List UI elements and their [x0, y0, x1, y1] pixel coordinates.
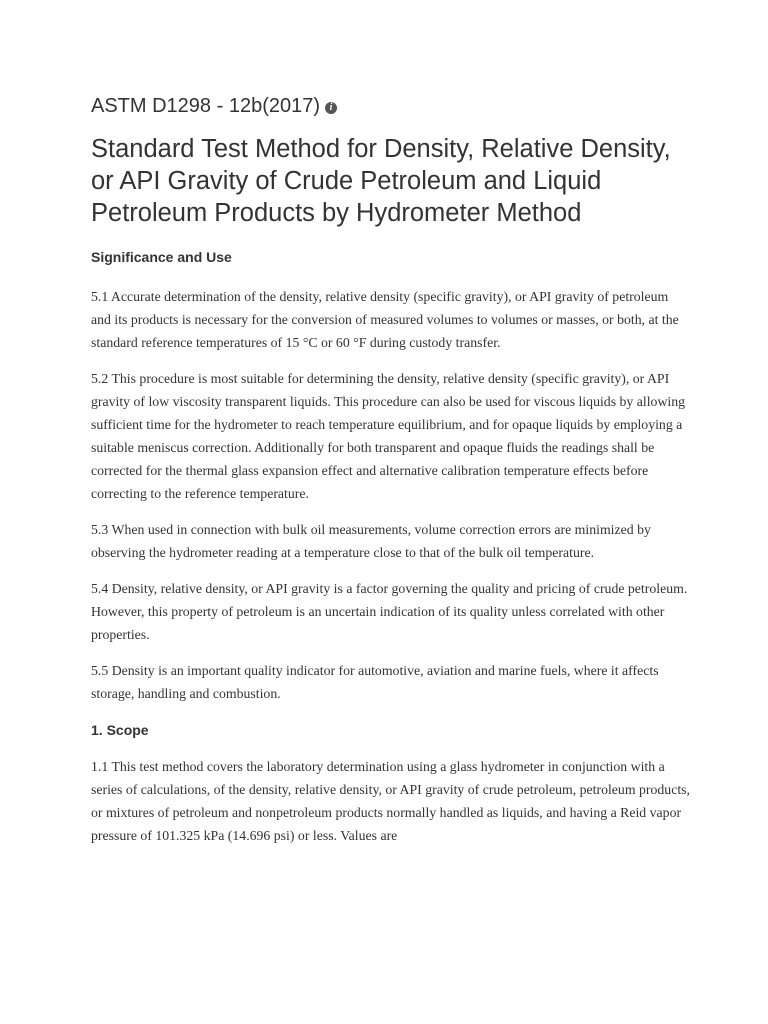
paragraph-5-2: 5.2 This procedure is most suitable for determining the density, relative density (specific gravity), or API gravity of low viscosity transparent liquids. This procedure can also be used for viscous liquids by allowing sufficient time for the hydrometer to reach temperature equilibrium, and for opaque liquids by employing a suitable meniscus correction. Additionally for both transparent and opaque fluids the readings shall be corrected for the thermal glass expansion effect and alternative calibration temperature effects before correcting to the reference temperature. — [91, 371, 686, 501]
paragraph-5-5: 5.5 Density is an important quality indicator for automotive, aviation and marine fuels, where it affects storage, handling and combustion. — [91, 663, 659, 701]
section-heading-scope: 1. Scope — [91, 722, 149, 738]
info-icon[interactable]: i — [325, 102, 337, 114]
document-content — [91, 92, 691, 847]
paragraph-5-3: 5.3 When used in connection with bulk oil measurements, volume correction errors are minimized by observing the hydrometer reading at a temperature close to that of the bulk oil temperature. — [91, 522, 651, 560]
standard-designation — [91, 92, 691, 120]
paragraph-5-4: 5.4 Density, relative density, or API gravity is a factor governing the quality and pricing of crude petroleum. However, this property of petroleum is an uncertain indication of its quality unless correlated with other properties. — [91, 581, 688, 642]
page-title: Standard Test Method for Density, Relative Density, or API Gravity of Crude Petroleum and Liquid Petroleum Products by Hydrometer Method — [91, 135, 671, 227]
paragraph-1-1: 1.1 This test method covers the laboratory determination using a glass hydrometer in conjunction with a series of calculations, of the density, relative density, or API gravity of crude petroleum, petroleum products, or mixtures of petroleum and nonpetroleum products normally handled as liquids, and having a Reid vapor pressure of 101.325 kPa (14.696 psi) or less. Values are — [91, 759, 690, 843]
paragraph-5-1: 5.1 Accurate determination of the density, relative density (specific gravity), or API gravity of petroleum and its products is necessary for the conversion of measured volumes to volumes or masses, or both, at the standard reference temperatures of 15 °C or 60 °F during custody transfer. — [91, 289, 679, 350]
section-heading-significance: Significance and Use — [91, 249, 232, 265]
designation-text: ASTM D1298 - 12b(2017) — [91, 95, 321, 117]
